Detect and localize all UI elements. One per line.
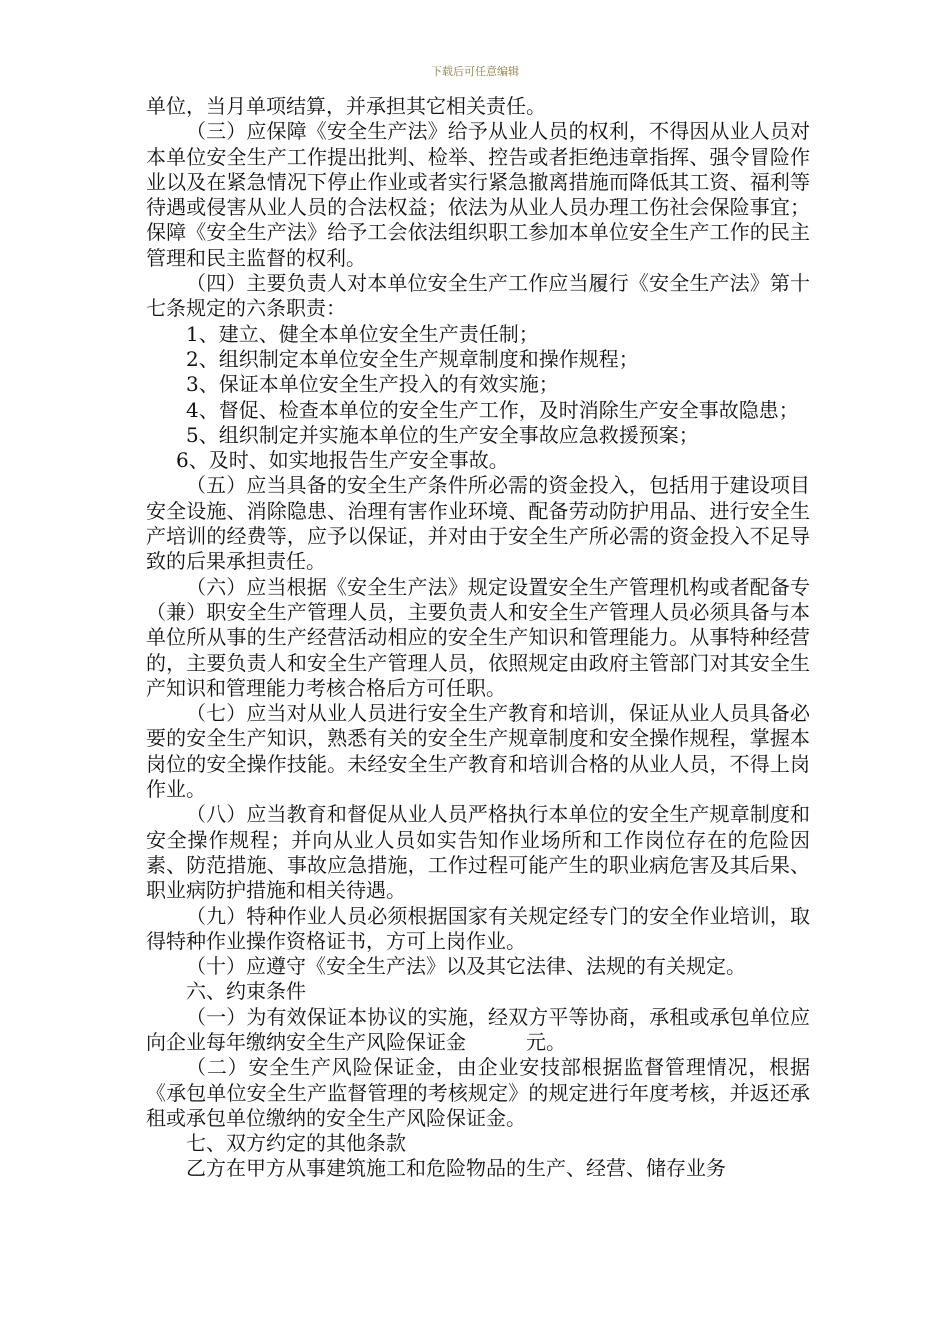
paragraph: 单位，当月单项结算，并承担其它相关责任。 <box>146 94 546 118</box>
list-item: 6、及时、如实地报告生产安全事故。 <box>176 448 509 473</box>
paragraph: （五）应当具备的安全生产条件所必需的资金投入，包括用于建设项目安全设施、消除隐患、治理有害作业环境、配备劳动防护用品、进行安全生产培训的经费等，应予以保证，并对由于安全生产所必需的资金投入不足导致的后果承担责任。 <box>146 473 810 574</box>
list-item: 3、保证本单位安全生产投入的有效实施； <box>186 372 559 397</box>
section-heading: 六、约束条件 <box>186 979 306 1004</box>
list-item: 2、组织制定本单位安全生产规章制度和操作规程； <box>186 346 639 371</box>
paragraph: （七）应当对从业人员进行安全生产教育和培训，保证从业人员具备必要的安全生产知识，熟悉有关的安全生产规章制度和安全操作规程，掌握本岗位的安全操作技能。未经安全生产教育和培训合格的从业人员，不得上岗作业。 <box>146 701 810 802</box>
paragraph: （八）应当教育和督促从业人员严格执行本单位的安全生产规章制度和安全操作规程；并向从业人员如实告知作业场所和工作岗位存在的危险因素、防范措施、事故应急措施，工作过程可能产生的职业病危害及其后果、职业病防护措施和相关待遇。 <box>146 802 810 903</box>
paragraph: （九）特种作业人员必须根据国家有关规定经专门的安全作业培训，取得特种作业操作资格证书，方可上岗作业。 <box>146 903 810 953</box>
paragraph: （一）为有效保证本协议的实施，经双方平等协商，承租或承包单位应向企业每年缴纳安全生产风险保证金 元。 <box>146 1004 810 1054</box>
section-heading: 七、双方约定的其他条款 <box>186 1131 406 1156</box>
list-item: 4、督促、检查本单位的安全生产工作，及时消除生产安全事故隐患； <box>186 397 799 422</box>
paragraph: （六）应当根据《安全生产法》规定设置安全生产管理机构或者配备专（兼）职安全生产管理人员，主要负责人和安全生产管理人员必须具备与本单位所从事的生产经营活动相应的安全生产知识和管理能力。从事特种经营的，主要负责人和安全生产管理人员，依照规定由政府主管部门对其安全生产知识和管理能力考核合格后方可任职。 <box>146 574 810 700</box>
paragraph: （三）应保障《安全生产法》给予从业人员的权利，不得因从业人员对本单位安全生产工作提出批判、检举、控告或者拒绝违章指挥、强令冒险作业以及在紧急情况下停止作业或者实行紧急撤离措施而降低其工资、福利等待遇或侵害从业人员的合法权益；依法为从业人员办理工伤社会保险事宜；保障《安全生产法》给予工会依法组织职工参加本单位安全生产工作的民主管理和民主监督的权利。 <box>146 119 810 270</box>
list-item: 5、组织制定并实施本单位的生产安全事故应急救援预案； <box>186 422 699 447</box>
document-body <box>146 94 810 1182</box>
download-note: 下载后可任意编辑 <box>431 65 519 78</box>
paragraph: （二）安全生产风险保证金，由企业安技部根据监督管理情况，根据《承包单位安全生产监督管理的考核规定》的规定进行年度考核，并返还承租或承包单位缴纳的安全生产风险保证金。 <box>146 1055 810 1130</box>
paragraph: 乙方在甲方从事建筑施工和危险物品的生产、经营、储存业务 <box>186 1156 726 1181</box>
paragraph: （十）应遵守《安全生产法》以及其它法律、法规的有关规定。 <box>186 954 746 979</box>
paragraph: （四）主要负责人对本单位安全生产工作应当履行《安全生产法》第十七条规定的六条职责： <box>146 271 810 321</box>
list-item: 1、建立、健全本单位安全生产责任制； <box>186 321 539 346</box>
